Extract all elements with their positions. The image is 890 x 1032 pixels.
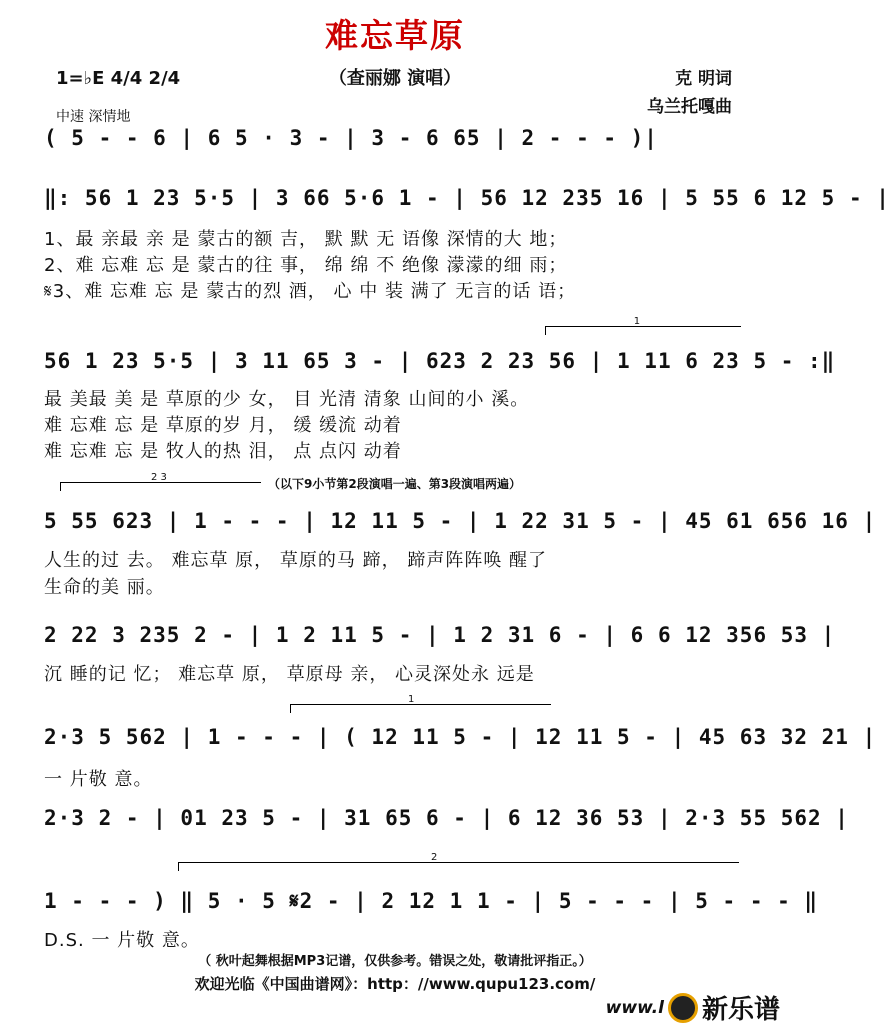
- lyric-line: 𝄋3、难 忘难 忘 是 蒙古的烈 酒， 心 中 装 满了 无言的话 语；: [44, 281, 577, 302]
- volta-bracket: [545, 316, 741, 335]
- lyric-line: D.S. 一 片敬 意。: [44, 930, 200, 951]
- source-note: （ 秋叶起舞根据MP3记谱，仅供参考。错误之处，敬请批评指正。）: [198, 954, 592, 969]
- notation-row: ‖: 56 1 23 5·5 | 3 66 5·6 1 - | 56 12 235 16 | 5 55 6 12 5 - |: [44, 186, 890, 210]
- volta-label: 1: [633, 316, 641, 327]
- key-signature: 1=♭E 4/4 2/4: [56, 68, 181, 89]
- volta-bracket: [60, 472, 261, 491]
- lyric-line: 人生的过 去。 难忘草 原， 草原的马 蹄， 蹄声阵阵唤 醒了: [44, 550, 548, 571]
- lyric-line: 一 片敬 意。: [44, 769, 153, 790]
- lyricist-credit: 克 明词: [675, 69, 732, 89]
- lyric-line: 生命的美 丽。: [44, 577, 165, 598]
- notation-row: ( 5 - - 6 | 6 5 · 3 - | 3 - 6 65 | 2 - - - )|: [44, 126, 658, 150]
- composer-credit: 乌兰托嘎曲: [647, 97, 732, 117]
- notation-row: 2·3 2 - | 01 23 5 - | 31 65 6 - | 6 12 36 53 | 2·3 55 562 |: [44, 806, 849, 830]
- notation-row: 5 55 623 | 1 - - - | 12 11 5 - | 1 22 31 5 - | 45 61 656 16 |: [44, 509, 877, 533]
- instruction-note: （以下9小节第2段演唱一遍、第3段演唱两遍）: [268, 477, 522, 491]
- lyric-line: 2、难 忘难 忘 是 蒙古的往 事， 绵 绵 不 绝像 濛濛的细 雨；: [44, 255, 568, 276]
- logo-brand: 新乐谱: [701, 995, 780, 1025]
- volta-label: 2: [431, 852, 438, 863]
- volta-bracket: [178, 852, 739, 871]
- notation-row: 1 - - - ) ‖ 5 · 5 𝄋2 - | 2 12 1 1 - | 5 - - - | 5 - - - ‖: [44, 889, 819, 913]
- lyric-line: 难 忘难 忘 是 草原的岁 月， 缓 缓流 动着: [44, 415, 402, 436]
- volta-label: 1: [408, 694, 415, 705]
- notation-row: 2·3 5 562 | 1 - - - | ( 12 11 5 - | 12 11 5 - | 45 63 32 21 |: [44, 725, 877, 749]
- volta-bracket: [290, 694, 551, 713]
- notation-row: 2 22 3 235 2 - | 1 2 11 5 - | 1 2 31 6 - | 6 6 12 356 53 |: [44, 623, 836, 647]
- lyric-line: 最 美最 美 是 草原的少 女， 目 光清 清象 山间的小 溪。: [44, 389, 530, 410]
- volta-label: 2 3: [151, 472, 167, 483]
- song-title: 难忘草原: [325, 16, 465, 55]
- singer-credit: （查丽娜 演唱）: [328, 68, 462, 89]
- lyric-line: 难 忘难 忘 是 牧人的热 泪， 点 点闪 动着: [44, 441, 402, 462]
- footer-link[interactable]: 欢迎光临《中国曲谱网》：http：//www.qupu123.com/: [194, 975, 596, 993]
- logo-url: www.l: [605, 997, 664, 1018]
- lyric-line: 沉 睡的记 忆； 难忘草 原， 草原母 亲， 心灵深处永 远是: [44, 664, 535, 685]
- record-icon: [668, 993, 698, 1023]
- tempo-marking: 中速 深情地: [56, 109, 131, 125]
- notation-row: 56 1 23 5·5 | 3 11 65 3 - | 623 2 23 56 | 1 11 6 23 5 - :‖: [44, 349, 836, 373]
- lyric-line: 1、最 亲最 亲 是 蒙古的额 吉， 默 默 无 语像 深情的大 地；: [44, 229, 568, 250]
- site-logo: [606, 989, 780, 1026]
